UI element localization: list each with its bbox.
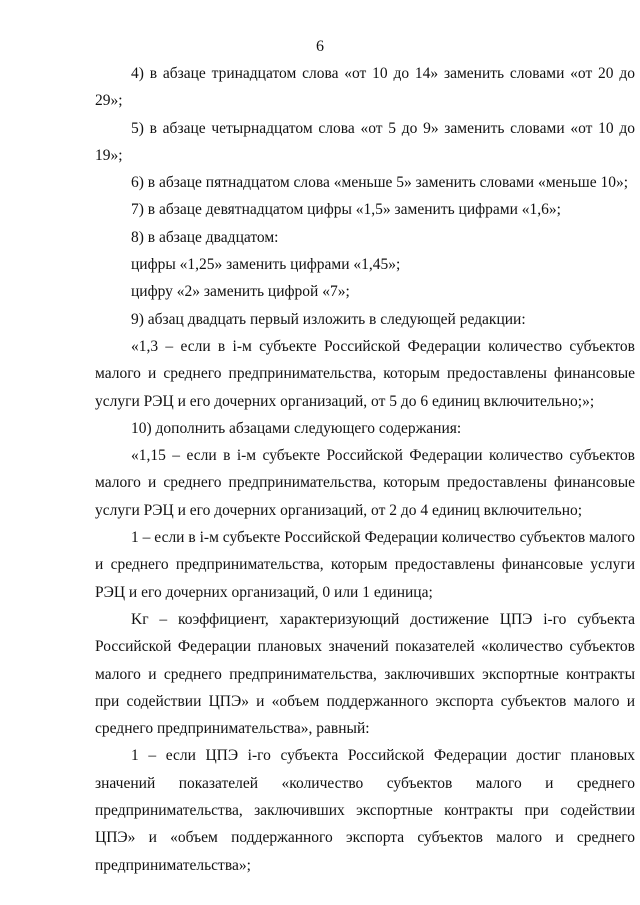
paragraph-kg-value-1: 1 – если ЦПЭ i-го субъекта Российской Федерации достиг плановых значений показателей «количество субъектов малого и среднего предпринимательства, заключивших экспортные контракты при содействии ЦПЭ» и «объем поддержанного экспорта субъектов малого и среднего предпринимательства»; <box>95 747 635 874</box>
paragraph-item-7: 7) в абзаце девятнадцатом цифры «1,5» заменить цифрами «1,6»; <box>131 201 561 219</box>
page-number: 6 <box>316 38 324 55</box>
paragraph-item-10-text-2: 1 – если в i-м субъекте Российской Федерации количество субъектов малого и среднего предпринимательства, которым предоставлены финансовые услуги РЭЦ и его дочерних организаций, 0 или 1 единица; <box>95 529 635 601</box>
paragraph-item-5: 5) в абзаце четырнадцатом слова «от 5 до 9» заменить словами «от 10 до 19»; <box>95 119 635 164</box>
paragraph-item-10: 10) дополнить абзацами следующего содержания: <box>131 419 462 437</box>
paragraph-item-8-sub-2: цифру «2» заменить цифрой «7»; <box>131 283 350 301</box>
document-body <box>95 60 635 879</box>
paragraph-kg-definition: Kг – коэффициент, характеризующий достижение ЦПЭ i-го субъекта Российской Федерации плановых значений показателей «количество субъектов малого и среднего предпринимательства, заключивших экспортные контракты при содействии ЦПЭ» и «объем поддержанного экспорта субъектов малого и среднего предпринимательства», равный: <box>95 610 635 738</box>
paragraph-item-8: 8) в абзаце двадцатом: <box>131 228 279 246</box>
paragraph-item-9: 9) абзац двадцать первый изложить в следующей редакции: <box>131 310 526 328</box>
paragraph-item-9-text: «1,3 – если в i-м субъекте Российской Федерации количество субъектов малого и среднего предпринимательства, которым предоставлены финансовые услуги РЭЦ и его дочерних организаций, от 5 до 6 единиц включительно;»; <box>95 337 635 410</box>
paragraph-item-8-sub-1: цифры «1,25» заменить цифрами «1,45»; <box>131 256 401 274</box>
paragraph-item-10-text-1: «1,15 – если в i-м субъекте Российской Федерации количество субъектов малого и среднего предпринимательства, которым предоставлены финансовые услуги РЭЦ и его дочерних организаций, от 2 до 4 единиц включительно; <box>95 447 635 519</box>
paragraph-item-4: 4) в абзаце тринадцатом слова «от 10 до 14» заменить словами «от 20 до 29»; <box>95 65 635 110</box>
paragraph-item-6: 6) в абзаце пятнадцатом слова «меньше 5» заменить словами «меньше 10»; <box>131 174 629 192</box>
